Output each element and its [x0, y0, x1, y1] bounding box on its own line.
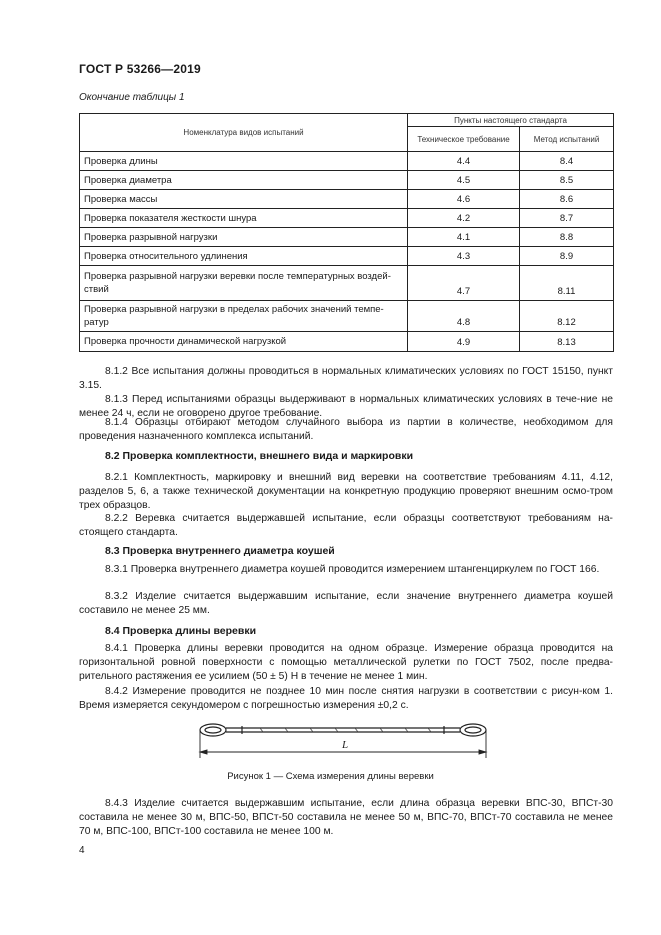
- table-row: [80, 209, 614, 228]
- paragraph-8-4-3: 8.4.3 Изделие считается выдержавшим испытание, если длина образца веревки ВПС-30, ВПСт-30 составила не менее 30 м, ВПС-50, ВПСт-50 составила не менее 50 м, ВПС-70, ВПСт-70 составила не менее 70 м, ВПС-100, ВПСт-100 составила не менее 100 м.: [79, 798, 613, 838]
- table-row: [80, 301, 614, 332]
- cell-requirement: 4.4: [408, 152, 520, 171]
- table-row: [80, 171, 614, 190]
- arrow-right-icon: [479, 750, 486, 754]
- cell-method: 8.4: [520, 152, 614, 171]
- rope-length-figure: [190, 718, 490, 762]
- cell-method: 8.12: [520, 301, 614, 332]
- paragraph-8-2-2: 8.2.2 Веревка считается выдержавшей испытание, если образцы соответствуют требованиям на-стоящего стандарта.: [79, 513, 613, 539]
- paragraph-8-4-2: 8.4.2 Измерение проводится не позднее 10 мин после снятия нагрузки в соответствии с рисун-ком 1. Время измеряется секундомером с погрешностью измерения ±0,2 с.: [79, 686, 613, 712]
- cell-requirement: 4.5: [408, 171, 520, 190]
- cell-requirement: 4.3: [408, 247, 520, 266]
- cell-requirement: 4.8: [408, 301, 520, 332]
- cell-test-name: Проверка массы: [80, 190, 408, 209]
- cell-test-name: Проверка относительного удлинения: [80, 247, 408, 266]
- cell-test-name: Проверка диаметра: [80, 171, 408, 190]
- column-header-test-name: Номенклатура видов испытаний: [80, 114, 408, 152]
- table-row: [80, 332, 614, 352]
- table-row: [80, 228, 614, 247]
- table-caption: Окончание таблицы 1: [79, 92, 185, 103]
- table-row: [80, 247, 614, 266]
- cell-requirement: 4.6: [408, 190, 520, 209]
- cell-test-name: Проверка показателя жесткости шнура: [80, 209, 408, 228]
- cell-method: 8.7: [520, 209, 614, 228]
- cell-requirement: 4.1: [408, 228, 520, 247]
- paragraph-8-1-2: 8.1.2 Все испытания должны проводиться в нормальных климатических условиях по ГОСТ 15150, пункт 3.15.: [79, 366, 613, 392]
- dimension-label: L: [342, 739, 349, 751]
- cell-method: 8.8: [520, 228, 614, 247]
- figure-caption: Рисунок 1 — Схема измерения длины веревки: [227, 771, 434, 782]
- cell-test-name: Проверка разрывной нагрузки: [80, 228, 408, 247]
- cell-method: 8.11: [520, 266, 614, 301]
- paragraph-8-2-1: 8.2.1 Комплектность, маркировку и внешний вид веревки на соответствие требованиям 4.11, 4.12, разделов 5, 6, а также технической документации на конкретную продукцию проверяют внешним осмо-тром трех образцов.: [79, 472, 613, 512]
- document-header: ГОСТ Р 53266—2019: [79, 62, 201, 76]
- table-row: [80, 152, 614, 171]
- test-types-table: [79, 113, 614, 352]
- cell-requirement: 4.2: [408, 209, 520, 228]
- cell-test-name: Проверка разрывной нагрузки в пределах рабочих значений темпе-ратур: [80, 301, 408, 332]
- column-header-requirement: Техническое требование: [408, 127, 520, 152]
- paragraph-8-3-2: 8.3.2 Изделие считается выдержавшим испытание, если значение внутреннего диаметра коушей составило не менее 25 мм.: [79, 591, 613, 617]
- cell-requirement: 4.7: [408, 266, 520, 301]
- left-thimble-icon: [200, 724, 226, 736]
- section-heading-8-3: 8.3 Проверка внутреннего диаметра коушей: [105, 545, 335, 557]
- right-thimble-icon: [460, 724, 486, 736]
- cell-method: 8.6: [520, 190, 614, 209]
- table-row: [80, 190, 614, 209]
- column-group-header: Пункты настоящего стандарта: [408, 114, 614, 127]
- cell-test-name: Проверка разрывной нагрузки веревки после температурных воздей-ствий: [80, 266, 408, 301]
- cell-method: 8.5: [520, 171, 614, 190]
- section-heading-8-4: 8.4 Проверка длины веревки: [105, 625, 257, 637]
- arrow-left-icon: [200, 750, 207, 754]
- section-heading-8-2: 8.2 Проверка комплектности, внешнего вида и маркировки: [105, 450, 414, 462]
- paragraph-8-4-1: 8.4.1 Проверка длины веревки проводится на одном образце. Измерение образца проводится на горизонтальной ровной поверхности с помощью металлической рулетки по ГОСТ 7502, после предва-рительного растяжения ее усилием (50 ± 5) Н в течение не менее 1 мин.: [79, 643, 613, 683]
- cell-test-name: Проверка прочности динамической нагрузкой: [80, 332, 408, 352]
- cell-requirement: 4.9: [408, 332, 520, 352]
- paragraph-8-1-4: 8.1.4 Образцы отбирают методом случайного выбора из партии в количестве, необходимом для проведения назначенного комплекса испытаний.: [79, 417, 613, 443]
- cell-test-name: Проверка длины: [80, 152, 408, 171]
- page-number: 4: [79, 845, 85, 856]
- table-row: [80, 266, 614, 301]
- paragraph-8-1-3: 8.1.3 Перед испытаниями образцы выдерживают в нормальных климатических условиях в тече-ние не менее 24 ч, если не оговорено другое требование.: [79, 394, 613, 420]
- cell-method: 8.9: [520, 247, 614, 266]
- column-header-method: Метод испытаний: [520, 127, 614, 152]
- rope-drawing: [200, 724, 486, 736]
- cell-method: 8.13: [520, 332, 614, 352]
- paragraph-8-3-1: 8.3.1 Проверка внутреннего диаметра коушей проводится измерением штангенциркулем по ГОСТ 166.: [105, 564, 600, 575]
